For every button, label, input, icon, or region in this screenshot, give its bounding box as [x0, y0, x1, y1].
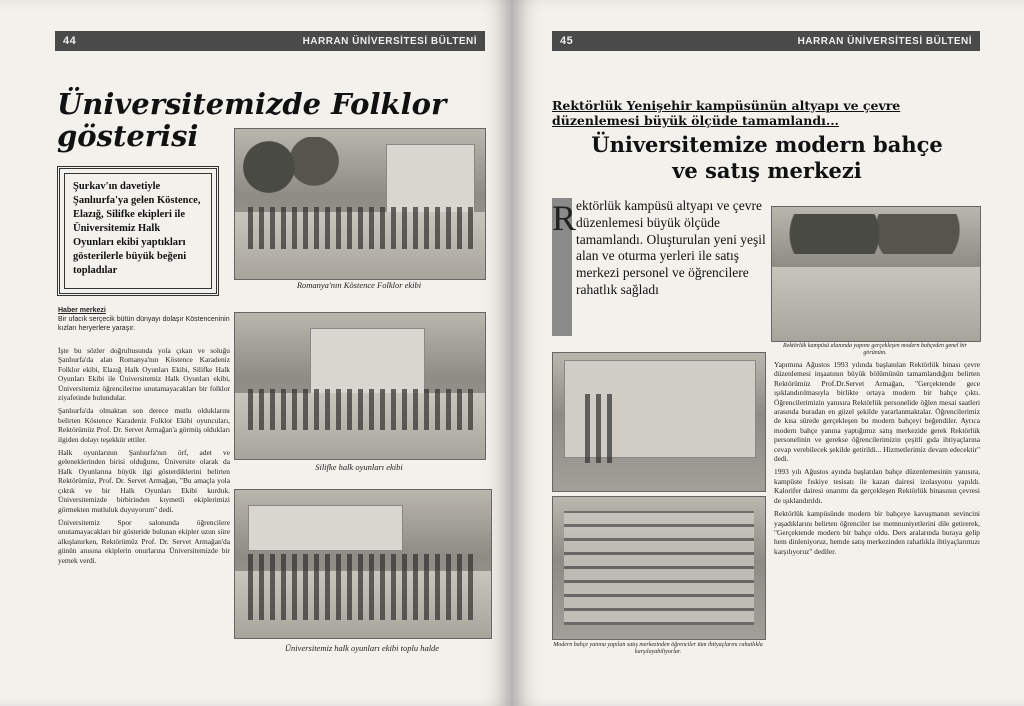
lead-text: ektörlük kampüsü altyapı ve çevre düzenlemesi büyük ölçüde tamamlandı. Oluşturulan yeni yeşil alan ve oturma yerleri ile satış merkezi personel ve öğrencilere rahatlık sağladı [576, 198, 766, 297]
pull-quote-text: Şurkav'ın davetiyle Şanlıurfa'ya gelen Köstence, Elazığ, Silifke ekipleri ile Üniversitemiz Halk Oyunları ekibi yaptıkları gösterilerle büyük beğeni topladılar [64, 173, 212, 289]
byline-title: Haber merkezi [58, 307, 106, 314]
paragraph: Yapımına Ağustos 1993 yılında başlanılan Rektörlük binası çevre düzenlemesi inşaatının büyük bölümünün tamamlandığını belirten Rektörümüz Prof.Dr.Servet Armağan, "Gerçektende gece ışıklandırılmasıyla birlikte ortaya modern bir bahçe çıktı. Öğrencilerimizin yanısıra Rektörlük personelide öğlen mesai saatleri arasında buradan en güzel şekilde yararlanmaktalar. Öğrencilerimiz de kısa sürede gerçekleşen bu modern bahçeyi beğendiler. Ayrıca modern bahçe yanına yaptığımız satış merkezide gerek Rektörlük personelinin ve gerekse öğrencilerimizin çeşitli gıda ihtiyaçlarına cevap verebilecek şekilde getirildi... Hizmetlerimiz devam edecektir" dedi. [774, 360, 980, 464]
byline [58, 306, 230, 333]
photo-university-folk-team [234, 489, 492, 639]
lead-paragraph [552, 198, 767, 336]
right-body-column [774, 360, 980, 560]
photo-modern-garden [771, 206, 981, 342]
paragraph: 1993 yılı Ağustos ayında başlatılan bahçe düzenlemesinin yanısıra, kampüste fıskiye tesisatı ile kazan dairesi izolasyonu yapıldı. Kalorifer dairesi onarımı da gerçekleşen Rektörlük binasının çevresi de ışıklandırıldı. [774, 467, 980, 505]
paragraph: Şanlıurfa'da olmaktan son derece mutlu olduklarını belirten Köstence Karadeniz Folklor Ekibi oyuncuları, Rektörümüz Prof. Dr. Servet Armağan'a görmüş oldukları ilgiden dolayı teşekkür ettiler. [58, 406, 230, 444]
photo-caption: Silifke halk oyunları ekibi [315, 462, 403, 472]
paragraph: İşte bu sözler doğrultusunda yola çıkan ve soluğu Şanlıurfa'da alan Romanya'nın Köstence Karadeniz Folklor ekibi, Elazığ Halk Oyunları Ekibi, Silifke Halk Oyunları Ekibi ile Üniversitemiz Halk Oyunları ekibi, Üniversitemiz öğrencilerine unutamayacakları bir folklor ziyafetinde bulundular. [58, 346, 230, 403]
publication-title: HARRAN ÜNİVERSİTESİ BÜLTENİ [302, 35, 477, 47]
photo-sales-center-interior [552, 352, 766, 492]
title-line-1: Üniversitemizde Folklor [57, 87, 447, 121]
photo-caption: Üniversitemiz halk oyunları ekibi toplu halde [284, 643, 440, 653]
byline-text: Bir ufacık serçecik bütün dünyayı dolaşır Köstenceninin kızları heryerlere yaraşır. [58, 316, 230, 332]
pull-quote-box [57, 166, 219, 296]
right-page-header [552, 31, 980, 51]
article-title [552, 132, 982, 184]
photo-caption: Romanya'nın Köstence Folklor ekibi [296, 280, 422, 290]
paragraph: Halk oyunlarının Şanlıurfa'nın örf, adet ve geleneklerinden birisi olduğunu, Üniversite olarak da Halk Oyunlarına büyük ilgi gösterdiklerini belirten Rektörümüz, Prof. Dr. Servet Armağan, "Bu amaçla yola çıktık ve bir Halk Oyunları Ekibi kurduk. Üniversitemizde birbirinden kıymetli ekiplerimizi görmekten mutluluk duyuyorum" dedi. [58, 448, 230, 514]
page-number: 44 [63, 35, 77, 47]
photo-silifke-folk-team [234, 312, 486, 460]
right-page [512, 0, 1024, 706]
drop-cap: R [552, 198, 572, 336]
title-line-1: Üniversitemize modern bahçe [591, 132, 943, 157]
photo-sales-center-shelves [552, 496, 766, 640]
article-headline: Rektörlük Yenişehir kampüsünün altyapı ve çevre düzenlemesi büyük ölçüde tamamlandı... [552, 98, 901, 128]
photo-kostence-folk-team [234, 128, 486, 280]
left-page-header [55, 31, 485, 51]
photo-caption: Modern bahçe yanına yapılan satış merkezinden öğrenciler tüm ihtiyaçlarını rahatlıkla karşılayabiliyorlar. [553, 642, 763, 655]
page-number: 45 [560, 35, 574, 47]
paragraph: Rektörlük kampüsünde modern bir bahçeye kavuşmanın sevincini yaşadıklarını belirten öğrenciler ise memnuniyetlerini dile getirerek, "Gerçektende modern bir bahçe oldu. Ders aralarında buraya gelip hem dinleniyoruz, hemde satış merkezinden rahatlıkla ihtiyaçlarımızı karşılıyoruz" dediler. [774, 509, 980, 556]
photo-caption: Rektörlük kampüsü alanında yapımı gerçekleşen modern bahçeden genel bir görünüm. [783, 343, 967, 356]
title-line-2: ve satış merkezi [672, 158, 862, 183]
publication-title: HARRAN ÜNİVERSİTESİ BÜLTENİ [797, 35, 972, 47]
title-line-2: gösterisi [57, 119, 199, 153]
paragraph: Üniversitemiz Spor salonunda öğrencilere unutamayacakları bir gösteride bulunan ekipler uzun süre alkışlanırken, Rektörümüz Prof. Dr. Servet Armağan'da günün anısına ekiplerin onurlarına Üniversitemizde bir yemek verdi. [58, 517, 230, 565]
left-body-column [58, 346, 230, 569]
